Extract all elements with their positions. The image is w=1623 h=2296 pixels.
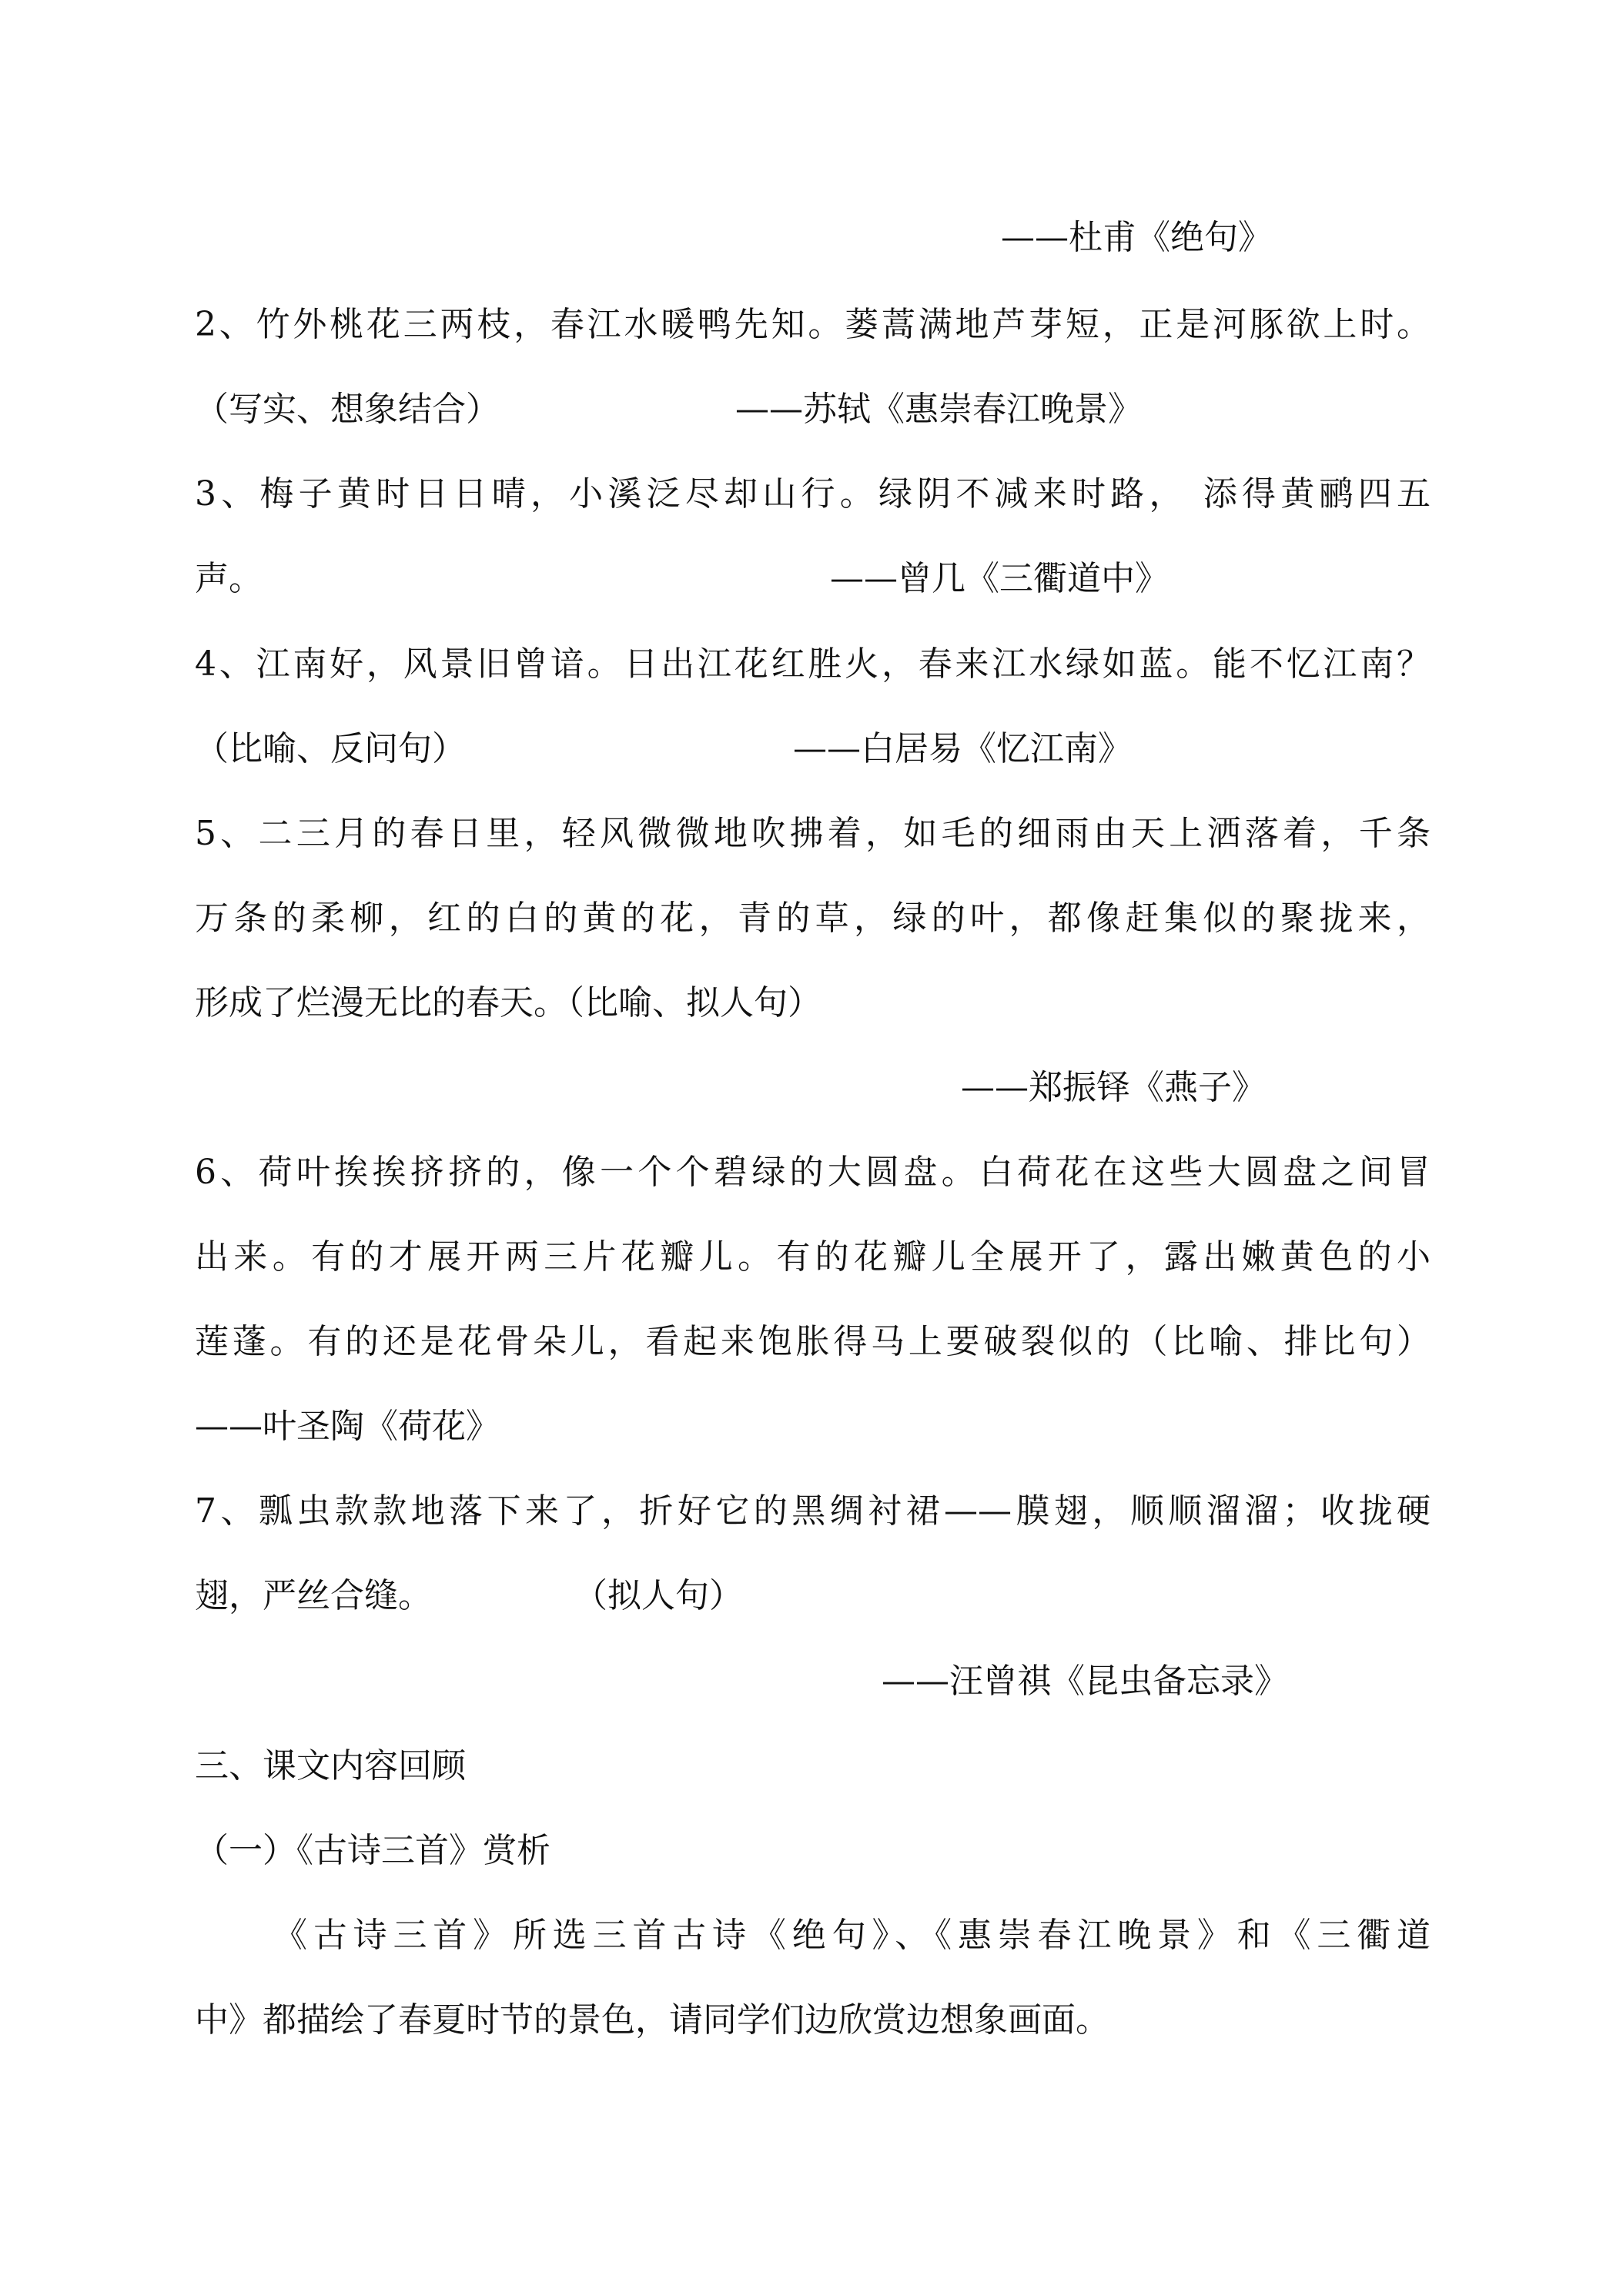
subsection-heading: （一）《古诗三首》赏析: [195, 1831, 550, 1870]
prose-line: 7、瓢虫款款地落下来了，折好它的黑绸衬裙——膜翅，顺顺溜溜；收拢硬: [195, 1491, 1431, 1531]
prose-attribution: ——汪曾祺《昆虫备忘录》: [882, 1662, 1288, 1701]
prose-line: 莲蓬。有的还是花骨朵儿，看起来饱胀得马上要破裂似的（比喻、排比句）: [195, 1322, 1431, 1361]
paragraph-line: 《古诗三首》所选三首古诗《绝句》、《惠崇春江晚景》和《三衢道: [273, 1916, 1431, 1955]
prose-line: 6、荷叶挨挨挤挤的，像一个个碧绿的大圆盘。白荷花在这些大圆盘之间冒: [195, 1153, 1431, 1192]
prose-line: 出来。有的才展开两三片花瓣儿。有的花瓣儿全展开了，露出嫩黄色的小: [195, 1237, 1431, 1277]
prose-attribution: ——叶圣陶《荷花》: [195, 1407, 500, 1446]
poem-attribution: ——苏轼《惠崇春江晚景》: [735, 390, 1142, 429]
prose-line: 万条的柔柳，红的白的黄的花，青的草，绿的叶，都像赶集似的聚拢来，: [195, 899, 1431, 938]
prose-line: 翅，严丝合缝。: [195, 1576, 432, 1615]
poem-attribution: ——杜甫《绝句》: [1001, 218, 1272, 257]
rhetoric-note: （比喻、反问句）: [195, 729, 466, 768]
prose-attribution: ——郑振铎《燕子》: [961, 1068, 1266, 1107]
poem-line: 3、梅子黄时日日晴，小溪泛尽却山行。绿阴不减来时路， 添得黄鹂四五: [195, 474, 1431, 514]
paragraph-line: 中》都描绘了春夏时节的景色，请同学们边欣赏边想象画面。: [195, 2000, 1109, 2040]
poem-attribution: ——曾几《三衢道中》: [830, 559, 1169, 598]
poem-line: 4、江南好，风景旧曾谙。日出江花红胜火，春来江水绿如蓝。能不忆江南？: [195, 644, 1431, 684]
poem-line: 2、竹外桃花三两枝，春江水暖鸭先知。蒌蒿满地芦芽短，正是河豚欲上时。: [195, 305, 1431, 344]
poem-line: 声。: [195, 559, 263, 598]
rhetoric-note: （拟人句）: [574, 1576, 743, 1615]
section-heading: 三、课文内容回顾: [195, 1746, 466, 1786]
poem-attribution: ——白居易《忆江南》: [793, 729, 1132, 768]
prose-line: 形成了烂漫无比的春天。（比喻、拟人句）: [195, 983, 822, 1022]
rhetoric-note: （写实、想象结合）: [195, 390, 500, 429]
prose-line: 5、二三月的春日里，轻风微微地吹拂着，如毛的细雨由天上洒落着，千条: [195, 814, 1431, 853]
